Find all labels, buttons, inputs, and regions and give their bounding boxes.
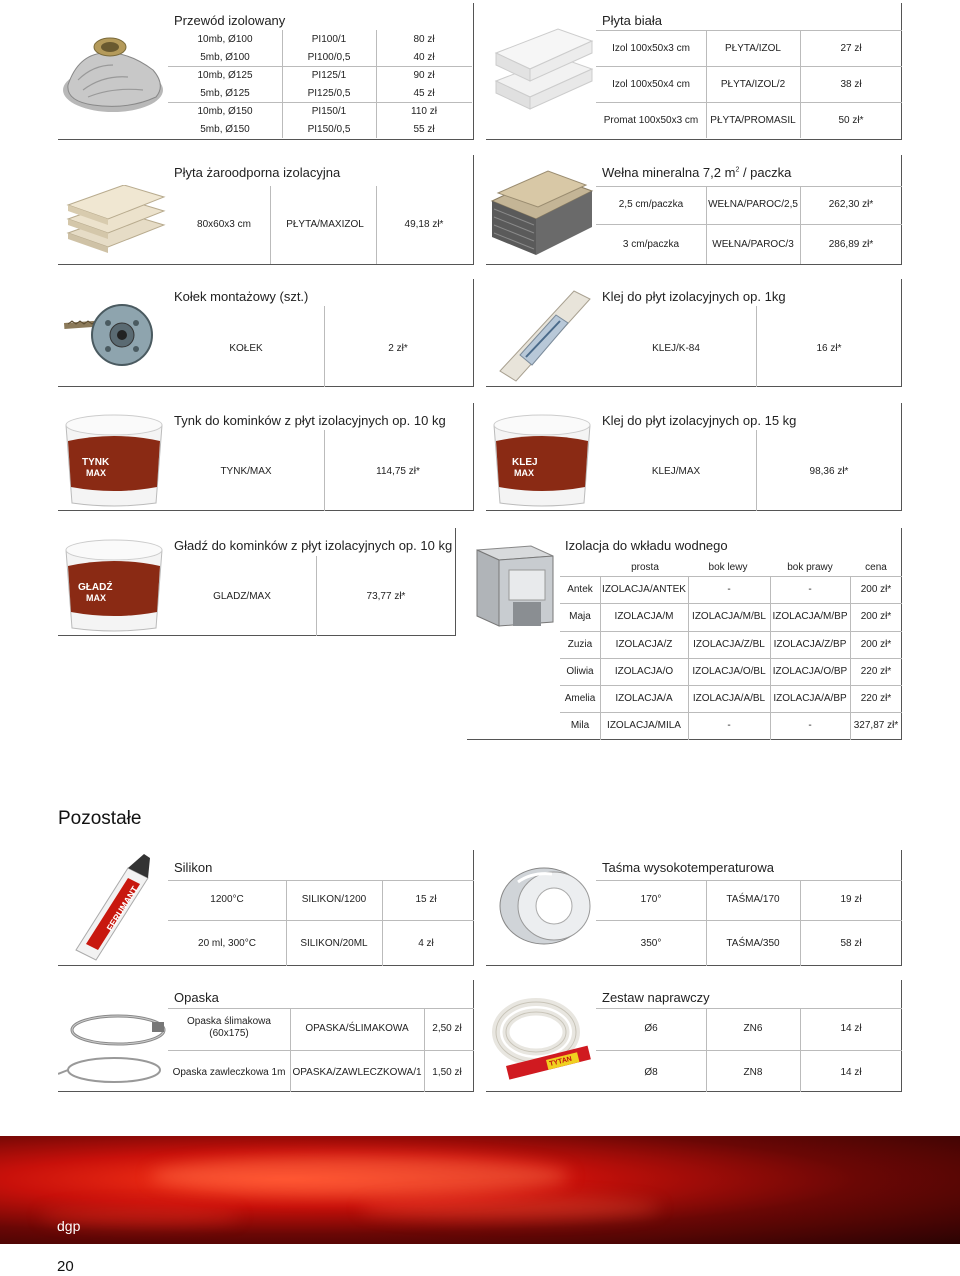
smoothing-bucket-image — [58, 530, 170, 634]
kolek-cell: 2 zł* — [388, 342, 408, 354]
silikon-cell: 1200°C — [210, 893, 244, 905]
izolacja-title: Izolacja do wkładu wodnego — [565, 538, 728, 553]
plyta-biala-cell: Izol 100x50x4 cm — [612, 78, 690, 90]
zestaw-title: Zestaw naprawczy — [602, 990, 710, 1005]
tasma-cell: 19 zł — [840, 893, 862, 905]
welna-title-sup: 2 — [735, 166, 740, 174]
przewod-cell: PI125/1 — [311, 69, 347, 81]
przewod-cell: 45 zł — [413, 87, 435, 99]
izolacja-cell: IZOLACJA/A — [615, 693, 673, 704]
klej15-box — [486, 403, 902, 511]
tasma-cell: 58 zł — [840, 937, 862, 949]
plyta-biala-cell: 50 zł* — [838, 114, 864, 126]
welna-cell: 286,89 zł* — [828, 238, 874, 250]
plyta-biala-cell: PŁYTA/PROMASIL — [710, 114, 796, 126]
izolacja-cell: IZOLACJA/O — [614, 666, 674, 677]
przewod-cell: PI100/0,5 — [307, 51, 351, 63]
silikon-title: Silikon — [174, 860, 213, 875]
opaska-title: Opaska — [174, 990, 219, 1005]
gladz-box — [58, 528, 456, 636]
silikon-cell: 15 zł — [415, 893, 437, 905]
izolacja-cell: - — [727, 584, 731, 595]
przewod-cell: 110 zł — [411, 105, 437, 117]
silikon-brand-label: FERUMANT — [104, 884, 140, 933]
tynk-cell: 114,75 zł* — [376, 465, 420, 477]
mounting-anchor-image — [58, 293, 170, 383]
svg-text:MAX: MAX — [86, 593, 106, 603]
table-row-divider — [596, 1050, 902, 1051]
opaska-cell: 2,50 zł — [432, 1022, 462, 1034]
izolacja-cell: Maja — [569, 611, 591, 622]
zestaw-cell: 14 zł — [840, 1022, 862, 1034]
opaska-cell: 1,50 zł — [432, 1066, 462, 1078]
tasma-cell: 350° — [640, 937, 662, 949]
izolacja-cell: 200 zł* — [860, 611, 892, 622]
section-title: Pozostałe — [58, 808, 142, 829]
zestaw-cell: Ø6 — [644, 1022, 658, 1034]
plaster-bucket-image — [58, 405, 170, 509]
klej15-cell: 98,36 zł* — [809, 465, 849, 477]
table-row-divider — [596, 880, 902, 881]
izolacja-header-cell: prosta — [631, 561, 659, 573]
welna-cell: 2,5 cm/paczka — [618, 198, 684, 210]
plyta-zaroodporna-title: Płyta żaroodporna izolacyjna — [174, 165, 341, 180]
insulated-duct-image — [58, 35, 168, 117]
plyta-biala-cell: PŁYTA/IZOL/2 — [720, 78, 786, 90]
tasma-title: Taśma wysokotemperaturowa — [602, 860, 774, 875]
izolacja-cell: IZOLACJA/A/BL — [692, 693, 766, 704]
plyta-zaroodporna-cell: 80x60x3 cm — [197, 218, 251, 230]
przewod-cell: 10mb, Ø125 — [197, 69, 253, 81]
izolacja-cell: IZOLACJA/ANTEK — [602, 584, 686, 595]
izolacja-cell: Zuzia — [567, 639, 593, 650]
tasma-cell: 170° — [640, 893, 662, 905]
przewod-cell: 5mb, Ø100 — [200, 51, 250, 63]
tynk-title: Tynk do kominków z płyt izolacyjnych op. 10 kg — [174, 413, 446, 428]
izolacja-cell: Oliwia — [566, 666, 594, 677]
silikon-cell: SILIKON/1200 — [301, 893, 367, 905]
opaska-cell: OPASKA/ŚLIMAKOWA — [305, 1022, 409, 1034]
izolacja-cell: IZOLACJA/MILA — [607, 720, 681, 731]
plyta-biala-cell: 27 zł — [840, 42, 862, 54]
repair-kit-brand-label: TYTAN — [548, 1055, 573, 1068]
izolacja-cell: IZOLACJA/O/BP — [772, 666, 848, 677]
klej15-title: Klej do płyt izolacyjnych op. 15 kg — [602, 413, 797, 428]
svg-text:KLEJ: KLEJ — [512, 457, 538, 468]
svg-text:MAX: MAX — [86, 468, 106, 478]
opaska-cell: OPASKA/ZAWLECZKOWA/1 — [292, 1066, 422, 1078]
przewod-cell: 5mb, Ø150 — [200, 123, 250, 135]
izolacja-cell: Mila — [570, 720, 590, 731]
izolacja-cell: IZOLACJA/O/BL — [692, 666, 766, 677]
przewod-cell: 40 zł — [413, 51, 435, 63]
opaska-cell: Opaska ślimakowa (60x175) — [187, 1016, 271, 1039]
table-row-divider — [168, 880, 474, 881]
boiler-insulation-image — [469, 540, 559, 630]
plyta-zaroodporna-cell: PŁYTA/MAXIZOL — [286, 218, 364, 230]
zestaw-cell: ZN8 — [743, 1066, 763, 1078]
glue-bucket-image — [486, 405, 598, 509]
izolacja-cell: IZOLACJA/Z — [615, 639, 673, 650]
footer-banner — [0, 1136, 960, 1244]
welna-cell: 262,30 zł* — [828, 198, 874, 210]
mineral-wool-image — [488, 161, 596, 261]
tasma-cell: TAŚMA/170 — [726, 893, 780, 905]
izolacja-cell: IZOLACJA/M — [614, 611, 674, 622]
przewod-cell: PI150/1 — [311, 105, 347, 117]
przewod-cell: 55 zł — [413, 123, 435, 135]
kolek-title: Kołek montażowy (szt.) — [174, 289, 309, 304]
white-board-image — [488, 19, 596, 119]
svg-text:TYNK: TYNK — [82, 457, 110, 468]
przewod-cell: 10mb, Ø100 — [197, 33, 253, 45]
izolacja-cell: - — [727, 720, 731, 731]
glue-bag-image — [486, 285, 598, 385]
plyta-biala-cell: 38 zł — [840, 78, 862, 90]
klej1kg-cell: KLEJ/K-84 — [652, 342, 700, 354]
welna-cell: 3 cm/paczka — [622, 238, 680, 250]
brand-logo-text: dgp — [57, 1218, 81, 1234]
table-row-divider — [596, 186, 902, 187]
izolacja-cell: IZOLACJA/A/BP — [773, 693, 847, 704]
refractory-board-image — [64, 185, 168, 263]
silicone-tube-image — [66, 850, 170, 962]
przewod-cell: PI125/0,5 — [307, 87, 351, 99]
welna-title-main: Wełna mineralna 7,2 m — [602, 165, 736, 180]
klej15-cell: KLEJ/MAX — [651, 465, 701, 477]
zestaw-cell: Ø8 — [644, 1066, 658, 1078]
tynk-cell: TYNK/MAX — [220, 465, 272, 477]
welna-title — [602, 165, 791, 180]
izolacja-cell: 220 zł* — [860, 666, 892, 677]
izolacja-cell: 327,87 zł* — [853, 720, 899, 731]
plyta-biala-cell: Izol 100x50x3 cm — [612, 42, 690, 54]
izolacja-cell: 200 zł* — [860, 639, 892, 650]
plyta-biala-title: Płyta biała — [602, 13, 662, 28]
zestaw-cell: ZN6 — [743, 1022, 763, 1034]
plyta-zaroodporna-box — [58, 155, 474, 265]
izolacja-cell: 220 zł* — [860, 693, 892, 704]
aluminium-tape-image — [492, 862, 596, 952]
gladz-title: Gładź do kominków z płyt izolacyjnych op. 10 kg — [174, 538, 453, 553]
gladz-cell: GLADZ/MAX — [213, 590, 271, 602]
gladz-cell: 73,77 zł* — [366, 590, 406, 602]
klej1kg-cell: 16 zł* — [816, 342, 842, 354]
izolacja-cell: - — [808, 720, 812, 731]
izolacja-cell: IZOLACJA/Z/BP — [773, 639, 847, 650]
izolacja-cell: IZOLACJA/M/BP — [772, 611, 848, 622]
welna-cell: WEŁNA/PAROC/2,5 — [708, 198, 798, 210]
izolacja-cell: 200 zł* — [860, 584, 892, 595]
izolacja-cell: Antek — [567, 584, 593, 595]
izolacja-cell: - — [808, 584, 812, 595]
table-row-divider — [596, 920, 902, 921]
przewod-cell: PI100/1 — [311, 33, 347, 45]
silikon-cell: 4 zł — [418, 937, 434, 949]
przewod-cell: 5mb, Ø125 — [200, 87, 250, 99]
izolacja-cell: IZOLACJA/M/BL — [692, 611, 766, 622]
repair-kit-image — [486, 996, 602, 1090]
page-number: 20 — [57, 1258, 74, 1275]
table-row-divider — [168, 1008, 474, 1009]
svg-text:GŁADŹ: GŁADŹ — [78, 582, 113, 593]
plyta-biala-cell: Promat 100x50x3 cm — [603, 114, 699, 126]
welna-title-rest: / paczka — [739, 165, 792, 180]
przewod-cell: 90 zł — [413, 69, 435, 81]
zestaw-cell: 14 zł — [840, 1066, 862, 1078]
przewod-cell: 80 zł — [413, 33, 435, 45]
przewod-title: Przewód izolowany — [174, 13, 286, 28]
hose-clamp-image — [58, 1000, 174, 1092]
przewod-cell: 10mb, Ø150 — [197, 105, 253, 117]
silikon-cell: 20 ml, 300°C — [198, 937, 256, 949]
klej1kg-title: Klej do płyt izolacyjnych op. 1kg — [602, 289, 786, 304]
klej1kg-box — [486, 279, 902, 387]
table-row-divider — [168, 1050, 474, 1051]
svg-text:MAX: MAX — [514, 468, 534, 478]
silikon-cell: SILIKON/20ML — [300, 937, 368, 949]
tynk-box — [58, 403, 474, 511]
table-row-divider — [596, 1008, 902, 1009]
opaska-cell: Opaska zawleczkowa 1m — [172, 1066, 286, 1078]
kolek-box — [58, 279, 474, 387]
table-row-divider — [168, 920, 474, 921]
kolek-cell: KOŁEK — [229, 342, 263, 354]
tasma-cell: TAŚMA/350 — [726, 937, 780, 949]
welna-cell: WEŁNA/PAROC/3 — [712, 238, 794, 250]
izolacja-header-cell: bok prawy — [787, 561, 833, 573]
izolacja-cell: Amelia — [564, 693, 596, 704]
izolacja-header-cell: cena — [865, 561, 887, 573]
przewod-cell: PI150/0,5 — [307, 123, 351, 135]
table-row-divider — [596, 224, 902, 225]
izolacja-header-cell: bok lewy — [708, 561, 748, 573]
plyta-biala-cell: PŁYTA/IZOL — [725, 42, 781, 54]
plyta-zaroodporna-cell: 49,18 zł* — [404, 218, 444, 230]
izolacja-cell: IZOLACJA/Z/BL — [693, 639, 765, 650]
